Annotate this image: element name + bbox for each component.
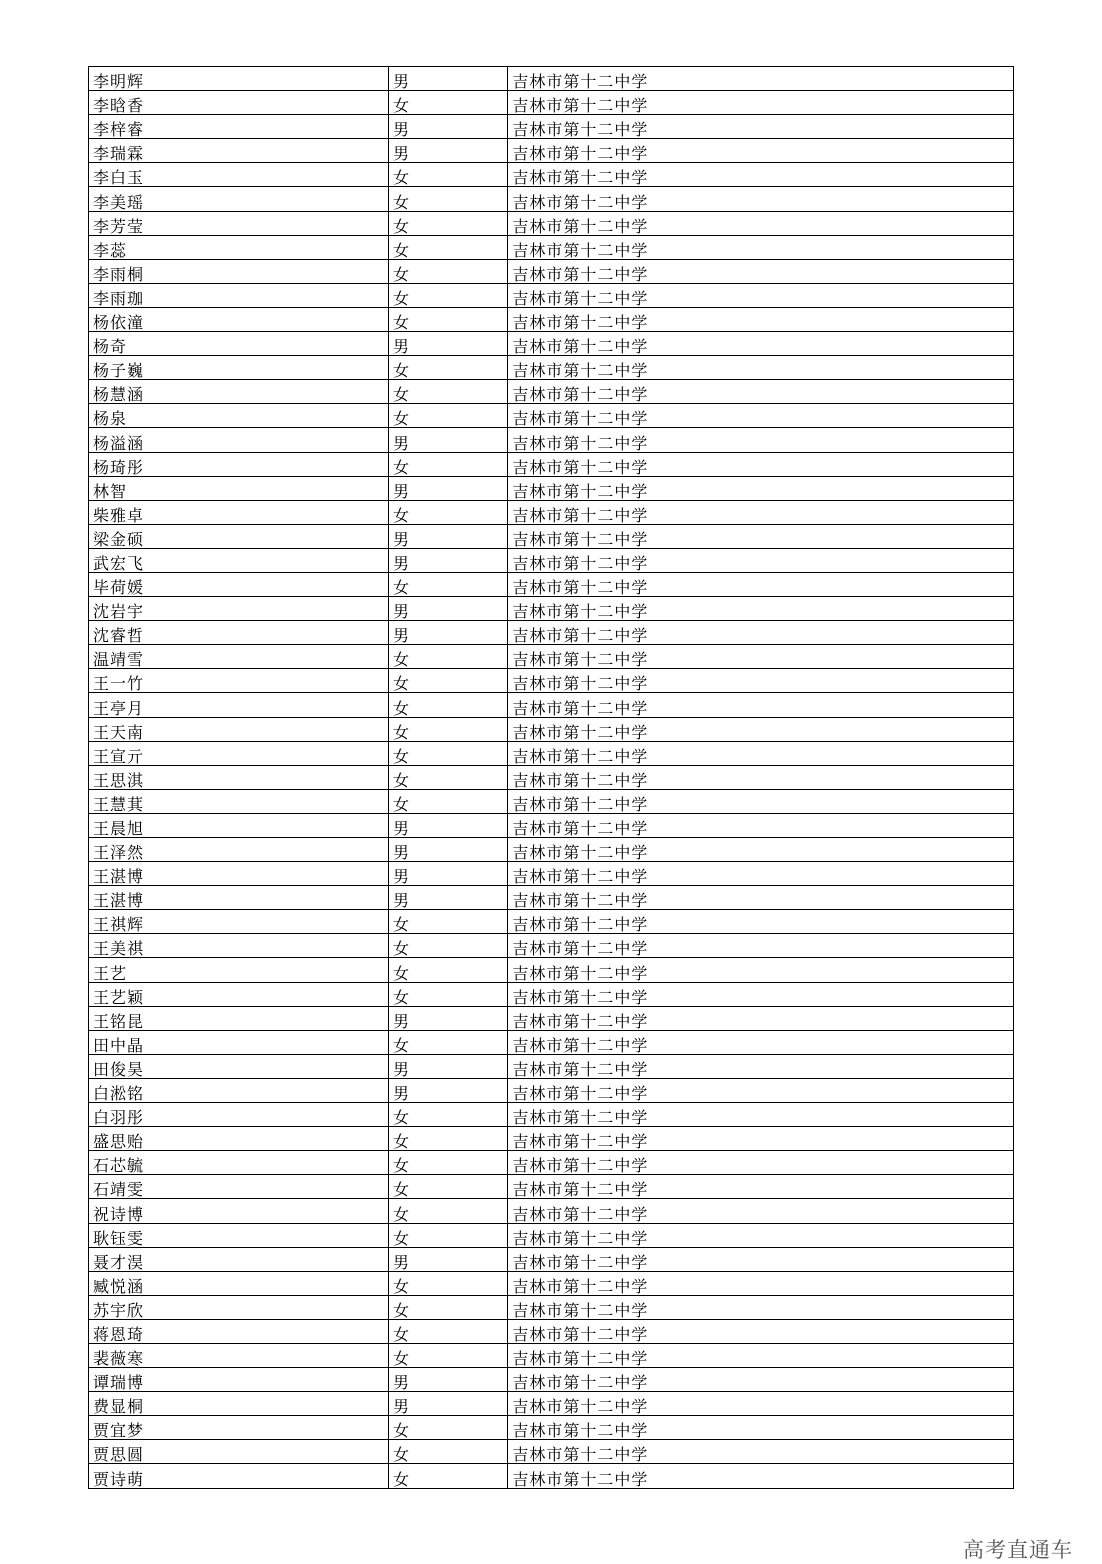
- school-cell: 吉林市第十二中学: [508, 886, 1014, 910]
- table-row: [89, 813, 1014, 837]
- student-name-cell: 王一竹: [89, 669, 389, 693]
- table-row: [89, 1006, 1014, 1030]
- student-name-cell: 祝诗博: [89, 1199, 389, 1223]
- table-row: [89, 862, 1014, 886]
- table-row: [89, 500, 1014, 524]
- student-name-cell: 李瑞霖: [89, 139, 389, 163]
- student-name-cell: 杨子巍: [89, 356, 389, 380]
- student-name-cell: 杨奇: [89, 332, 389, 356]
- gender-cell: 女: [388, 1103, 507, 1127]
- gender-cell: 女: [388, 1175, 507, 1199]
- table-row: [89, 404, 1014, 428]
- gender-cell: 女: [388, 789, 507, 813]
- table-row: [89, 67, 1014, 91]
- gender-cell: 女: [388, 645, 507, 669]
- school-cell: 吉林市第十二中学: [508, 669, 1014, 693]
- table-row: [89, 428, 1014, 452]
- gender-cell: 女: [388, 765, 507, 789]
- school-cell: 吉林市第十二中学: [508, 982, 1014, 1006]
- student-name-cell: 盛思贻: [89, 1127, 389, 1151]
- gender-cell: 女: [388, 380, 507, 404]
- student-name-cell: 聂才淏: [89, 1247, 389, 1271]
- gender-cell: 男: [388, 476, 507, 500]
- student-name-cell: 李蕊: [89, 235, 389, 259]
- gender-cell: 男: [388, 428, 507, 452]
- gender-cell: 男: [388, 1247, 507, 1271]
- student-name-cell: 王祺辉: [89, 910, 389, 934]
- table-row: [89, 283, 1014, 307]
- school-cell: 吉林市第十二中学: [508, 1271, 1014, 1295]
- school-cell: 吉林市第十二中学: [508, 693, 1014, 717]
- student-name-cell: 王美祺: [89, 934, 389, 958]
- table-row: [89, 1440, 1014, 1464]
- school-cell: 吉林市第十二中学: [508, 548, 1014, 572]
- school-cell: 吉林市第十二中学: [508, 1006, 1014, 1030]
- school-cell: 吉林市第十二中学: [508, 356, 1014, 380]
- gender-cell: 女: [388, 934, 507, 958]
- student-name-cell: 杨泉: [89, 404, 389, 428]
- table-row: [89, 1054, 1014, 1078]
- student-name-cell: 李白玉: [89, 163, 389, 187]
- table-row: [89, 380, 1014, 404]
- student-name-cell: 温靖雪: [89, 645, 389, 669]
- school-cell: 吉林市第十二中学: [508, 235, 1014, 259]
- student-name-cell: 李晗香: [89, 91, 389, 115]
- school-cell: 吉林市第十二中学: [508, 645, 1014, 669]
- student-name-cell: 杨依潼: [89, 307, 389, 331]
- student-name-cell: 白淞铭: [89, 1078, 389, 1102]
- student-name-cell: 李梓睿: [89, 115, 389, 139]
- table-row: [89, 669, 1014, 693]
- school-cell: 吉林市第十二中学: [508, 1368, 1014, 1392]
- table-row: [89, 163, 1014, 187]
- student-name-cell: 李美瑶: [89, 187, 389, 211]
- school-cell: 吉林市第十二中学: [508, 572, 1014, 596]
- school-cell: 吉林市第十二中学: [508, 211, 1014, 235]
- student-name-cell: 贾思圆: [89, 1440, 389, 1464]
- table-row: [89, 548, 1014, 572]
- table-row: [89, 356, 1014, 380]
- gender-cell: 男: [388, 548, 507, 572]
- school-cell: 吉林市第十二中学: [508, 1223, 1014, 1247]
- school-cell: 吉林市第十二中学: [508, 115, 1014, 139]
- student-name-cell: 王亭月: [89, 693, 389, 717]
- table-row: [89, 115, 1014, 139]
- table-row: [89, 910, 1014, 934]
- student-name-cell: 费显桐: [89, 1392, 389, 1416]
- table-row: [89, 452, 1014, 476]
- table-row: [89, 958, 1014, 982]
- student-name-cell: 柴雅卓: [89, 500, 389, 524]
- school-cell: 吉林市第十二中学: [508, 1030, 1014, 1054]
- table-row: [89, 1103, 1014, 1127]
- gender-cell: 男: [388, 621, 507, 645]
- school-cell: 吉林市第十二中学: [508, 1078, 1014, 1102]
- school-cell: 吉林市第十二中学: [508, 139, 1014, 163]
- student-name-cell: 林智: [89, 476, 389, 500]
- student-name-cell: 李芳莹: [89, 211, 389, 235]
- gender-cell: 女: [388, 1030, 507, 1054]
- student-name-cell: 王泽然: [89, 838, 389, 862]
- gender-cell: 女: [388, 187, 507, 211]
- gender-cell: 女: [388, 1464, 507, 1488]
- school-cell: 吉林市第十二中学: [508, 91, 1014, 115]
- gender-cell: 女: [388, 693, 507, 717]
- school-cell: 吉林市第十二中学: [508, 934, 1014, 958]
- school-cell: 吉林市第十二中学: [508, 1175, 1014, 1199]
- school-cell: 吉林市第十二中学: [508, 1319, 1014, 1343]
- table-row: [89, 1030, 1014, 1054]
- student-name-cell: 李明辉: [89, 67, 389, 91]
- table-row: [89, 235, 1014, 259]
- student-name-cell: 石芯毓: [89, 1151, 389, 1175]
- school-cell: 吉林市第十二中学: [508, 332, 1014, 356]
- table-row: [89, 789, 1014, 813]
- school-cell: 吉林市第十二中学: [508, 1103, 1014, 1127]
- table-row: [89, 476, 1014, 500]
- school-cell: 吉林市第十二中学: [508, 163, 1014, 187]
- table-row: [89, 741, 1014, 765]
- student-name-cell: 田俊昊: [89, 1054, 389, 1078]
- roster-body: [89, 67, 1014, 1489]
- table-row: [89, 717, 1014, 741]
- student-name-cell: 李雨珈: [89, 283, 389, 307]
- student-name-cell: 贾诗萌: [89, 1464, 389, 1488]
- table-row: [89, 934, 1014, 958]
- table-row: [89, 1223, 1014, 1247]
- table-row: [89, 139, 1014, 163]
- gender-cell: 女: [388, 669, 507, 693]
- school-cell: 吉林市第十二中学: [508, 741, 1014, 765]
- school-cell: 吉林市第十二中学: [508, 1440, 1014, 1464]
- gender-cell: 女: [388, 356, 507, 380]
- student-name-cell: 毕荷媛: [89, 572, 389, 596]
- gender-cell: 女: [388, 1440, 507, 1464]
- table-row: [89, 259, 1014, 283]
- table-row: [89, 211, 1014, 235]
- student-name-cell: 武宏飞: [89, 548, 389, 572]
- school-cell: 吉林市第十二中学: [508, 524, 1014, 548]
- table-row: [89, 572, 1014, 596]
- table-row: [89, 621, 1014, 645]
- gender-cell: 女: [388, 1223, 507, 1247]
- gender-cell: 女: [388, 1127, 507, 1151]
- student-name-cell: 田中晶: [89, 1030, 389, 1054]
- school-cell: 吉林市第十二中学: [508, 1392, 1014, 1416]
- table-row: [89, 597, 1014, 621]
- gender-cell: 男: [388, 115, 507, 139]
- gender-cell: 女: [388, 283, 507, 307]
- school-cell: 吉林市第十二中学: [508, 958, 1014, 982]
- gender-cell: 女: [388, 259, 507, 283]
- gender-cell: 男: [388, 524, 507, 548]
- school-cell: 吉林市第十二中学: [508, 1343, 1014, 1367]
- table-row: [89, 1175, 1014, 1199]
- school-cell: 吉林市第十二中学: [508, 1416, 1014, 1440]
- school-cell: 吉林市第十二中学: [508, 1464, 1014, 1488]
- student-roster-table: [88, 66, 1014, 1489]
- school-cell: 吉林市第十二中学: [508, 283, 1014, 307]
- student-name-cell: 杨琦彤: [89, 452, 389, 476]
- student-name-cell: 王天南: [89, 717, 389, 741]
- school-cell: 吉林市第十二中学: [508, 1199, 1014, 1223]
- gender-cell: 女: [388, 211, 507, 235]
- school-cell: 吉林市第十二中学: [508, 838, 1014, 862]
- school-cell: 吉林市第十二中学: [508, 597, 1014, 621]
- gender-cell: 男: [388, 597, 507, 621]
- gender-cell: 女: [388, 1319, 507, 1343]
- student-name-cell: 沈睿哲: [89, 621, 389, 645]
- gender-cell: 男: [388, 1368, 507, 1392]
- table-row: [89, 1368, 1014, 1392]
- school-cell: 吉林市第十二中学: [508, 717, 1014, 741]
- gender-cell: 女: [388, 91, 507, 115]
- gender-cell: 女: [388, 1295, 507, 1319]
- student-name-cell: 梁金硕: [89, 524, 389, 548]
- table-row: [89, 838, 1014, 862]
- school-cell: 吉林市第十二中学: [508, 67, 1014, 91]
- table-row: [89, 1416, 1014, 1440]
- school-cell: 吉林市第十二中学: [508, 500, 1014, 524]
- gender-cell: 女: [388, 404, 507, 428]
- table-row: [89, 765, 1014, 789]
- gender-cell: 女: [388, 572, 507, 596]
- gender-cell: 女: [388, 741, 507, 765]
- table-row: [89, 91, 1014, 115]
- table-row: [89, 1151, 1014, 1175]
- gender-cell: 女: [388, 307, 507, 331]
- gender-cell: 女: [388, 1151, 507, 1175]
- gender-cell: 男: [388, 862, 507, 886]
- student-name-cell: 苏宇欣: [89, 1295, 389, 1319]
- gender-cell: 男: [388, 332, 507, 356]
- gender-cell: 女: [388, 717, 507, 741]
- watermark-text: 高考直通车: [963, 1538, 1073, 1562]
- school-cell: 吉林市第十二中学: [508, 1054, 1014, 1078]
- table-row: [89, 1127, 1014, 1151]
- student-name-cell: 王艺: [89, 958, 389, 982]
- table-row: [89, 524, 1014, 548]
- school-cell: 吉林市第十二中学: [508, 621, 1014, 645]
- gender-cell: 男: [388, 838, 507, 862]
- student-name-cell: 耿钰雯: [89, 1223, 389, 1247]
- school-cell: 吉林市第十二中学: [508, 380, 1014, 404]
- school-cell: 吉林市第十二中学: [508, 452, 1014, 476]
- gender-cell: 男: [388, 1006, 507, 1030]
- gender-cell: 女: [388, 1271, 507, 1295]
- table-row: [89, 982, 1014, 1006]
- school-cell: 吉林市第十二中学: [508, 765, 1014, 789]
- table-row: [89, 332, 1014, 356]
- gender-cell: 女: [388, 452, 507, 476]
- student-name-cell: 王思淇: [89, 765, 389, 789]
- school-cell: 吉林市第十二中学: [508, 187, 1014, 211]
- student-name-cell: 李雨桐: [89, 259, 389, 283]
- student-name-cell: 王宣亓: [89, 741, 389, 765]
- table-row: [89, 1319, 1014, 1343]
- gender-cell: 女: [388, 958, 507, 982]
- school-cell: 吉林市第十二中学: [508, 910, 1014, 934]
- school-cell: 吉林市第十二中学: [508, 476, 1014, 500]
- student-name-cell: 臧悦涵: [89, 1271, 389, 1295]
- gender-cell: 女: [388, 163, 507, 187]
- school-cell: 吉林市第十二中学: [508, 428, 1014, 452]
- gender-cell: 男: [388, 1392, 507, 1416]
- table-row: [89, 1199, 1014, 1223]
- student-name-cell: 王艺颖: [89, 982, 389, 1006]
- student-name-cell: 杨慧涵: [89, 380, 389, 404]
- gender-cell: 女: [388, 500, 507, 524]
- student-name-cell: 王湛博: [89, 862, 389, 886]
- student-name-cell: 王铭昆: [89, 1006, 389, 1030]
- school-cell: 吉林市第十二中学: [508, 813, 1014, 837]
- gender-cell: 男: [388, 1078, 507, 1102]
- gender-cell: 男: [388, 67, 507, 91]
- student-name-cell: 裴薇寒: [89, 1343, 389, 1367]
- student-name-cell: 沈岩宇: [89, 597, 389, 621]
- gender-cell: 男: [388, 1054, 507, 1078]
- gender-cell: 女: [388, 910, 507, 934]
- student-name-cell: 贾宜梦: [89, 1416, 389, 1440]
- student-name-cell: 王慧萁: [89, 789, 389, 813]
- school-cell: 吉林市第十二中学: [508, 1127, 1014, 1151]
- gender-cell: 男: [388, 886, 507, 910]
- table-row: [89, 886, 1014, 910]
- student-name-cell: 王晨旭: [89, 813, 389, 837]
- table-row: [89, 1078, 1014, 1102]
- table-row: [89, 1295, 1014, 1319]
- table-row: [89, 1247, 1014, 1271]
- table-row: [89, 1464, 1014, 1488]
- table-row: [89, 1343, 1014, 1367]
- table-row: [89, 1392, 1014, 1416]
- student-name-cell: 王湛博: [89, 886, 389, 910]
- school-cell: 吉林市第十二中学: [508, 404, 1014, 428]
- school-cell: 吉林市第十二中学: [508, 789, 1014, 813]
- school-cell: 吉林市第十二中学: [508, 1295, 1014, 1319]
- table-row: [89, 1271, 1014, 1295]
- school-cell: 吉林市第十二中学: [508, 307, 1014, 331]
- student-name-cell: 杨溢涵: [89, 428, 389, 452]
- school-cell: 吉林市第十二中学: [508, 259, 1014, 283]
- student-name-cell: 石靖雯: [89, 1175, 389, 1199]
- student-name-cell: 白羽彤: [89, 1103, 389, 1127]
- gender-cell: 女: [388, 235, 507, 259]
- gender-cell: 女: [388, 1199, 507, 1223]
- school-cell: 吉林市第十二中学: [508, 1247, 1014, 1271]
- gender-cell: 男: [388, 139, 507, 163]
- table-row: [89, 693, 1014, 717]
- gender-cell: 女: [388, 1416, 507, 1440]
- gender-cell: 女: [388, 982, 507, 1006]
- student-name-cell: 蒋恩琦: [89, 1319, 389, 1343]
- table-row: [89, 187, 1014, 211]
- student-name-cell: 谭瑞博: [89, 1368, 389, 1392]
- gender-cell: 男: [388, 813, 507, 837]
- school-cell: 吉林市第十二中学: [508, 1151, 1014, 1175]
- school-cell: 吉林市第十二中学: [508, 862, 1014, 886]
- table-row: [89, 645, 1014, 669]
- gender-cell: 女: [388, 1343, 507, 1367]
- table-row: [89, 307, 1014, 331]
